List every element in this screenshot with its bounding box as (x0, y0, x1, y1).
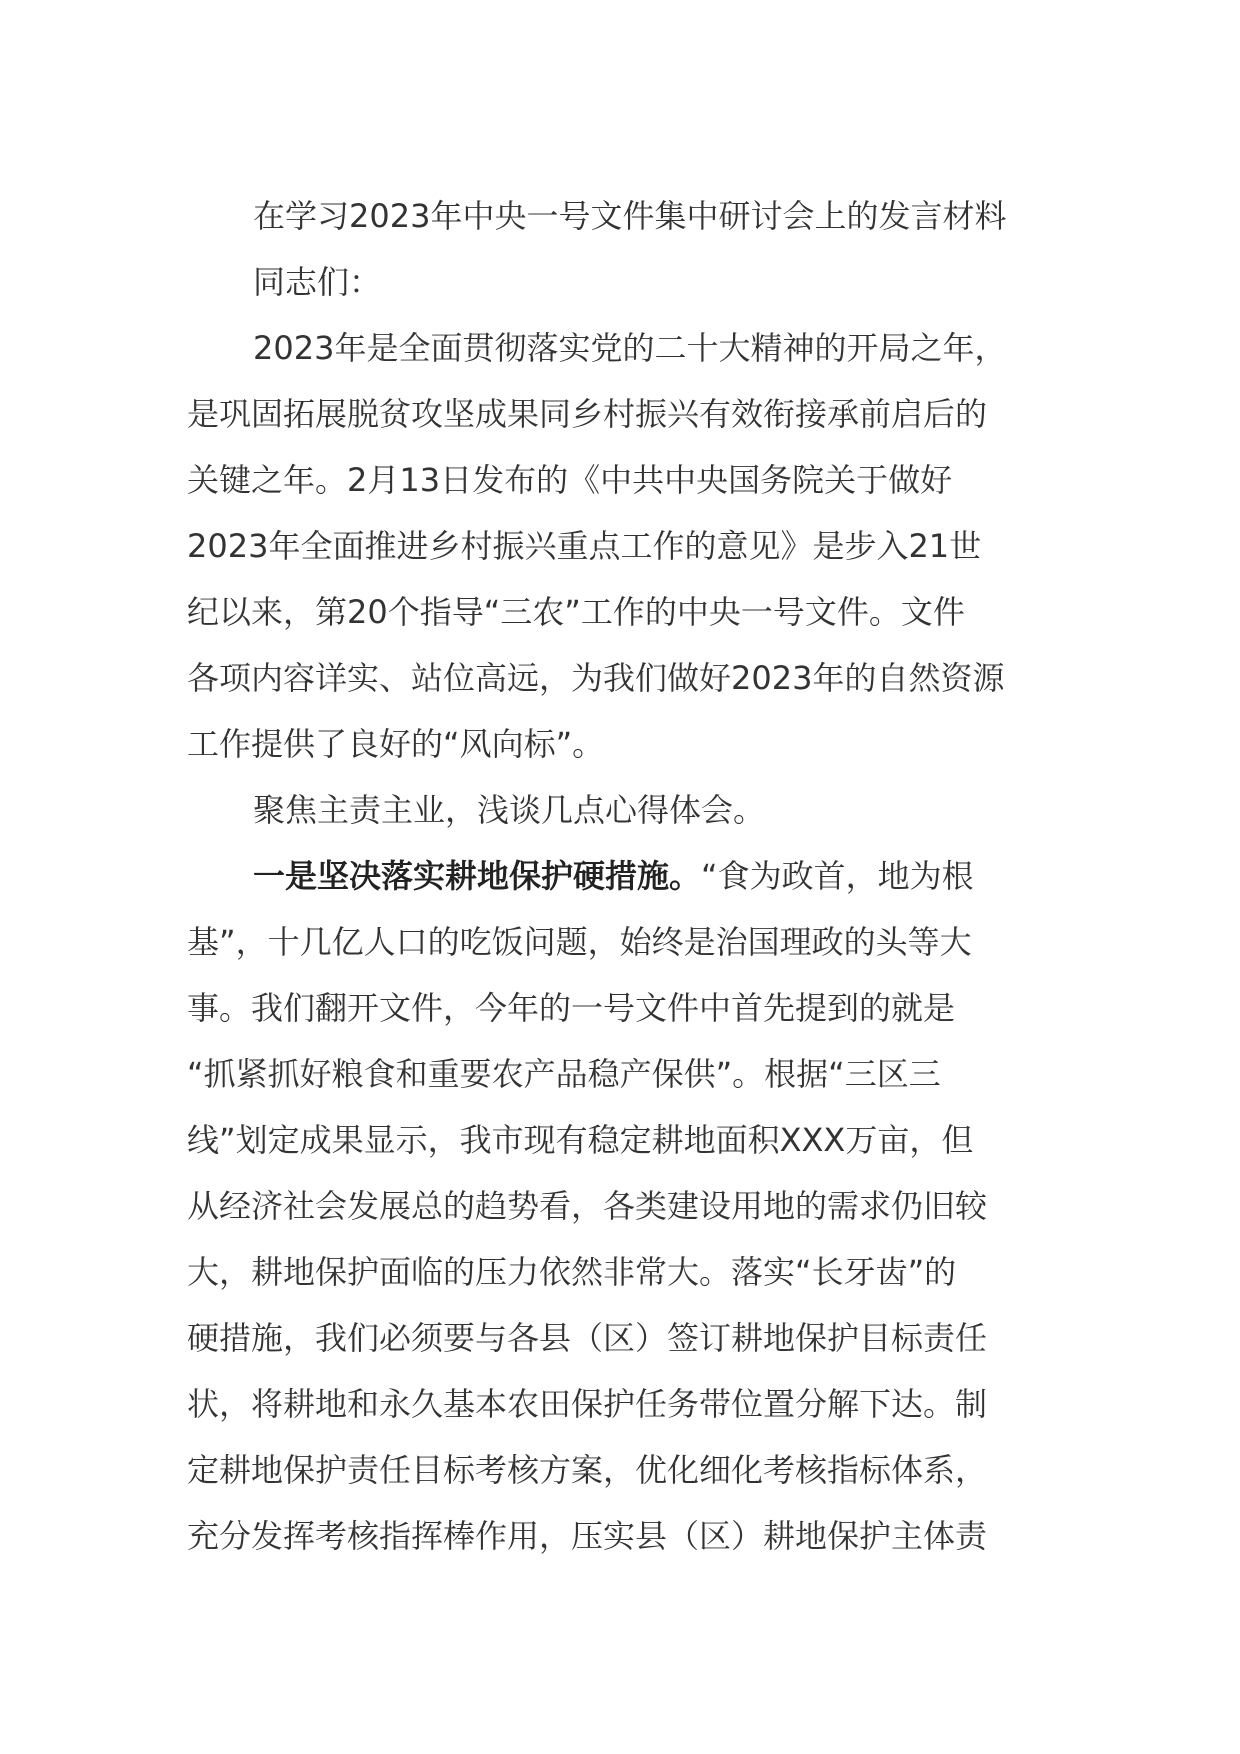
paragraph-line: 充分发挥考核指挥棒作用，压实县（区）耕地保护主体责 (187, 1517, 988, 1555)
paragraph-line: 事。我们翻开文件，今年的一号文件中首先提到的就是 (187, 989, 956, 1027)
document-title: 在学习2023年中央一号文件集中研讨会上的发言材料 (253, 197, 1007, 235)
paragraph-line: “抓紧抓好粮食和重要农产品稳产保供”。根据“三区三 (187, 1055, 941, 1093)
paragraph-line: 状，将耕地和永久基本农田保护任务带位置分解下达。制 (187, 1385, 988, 1423)
section-first-line-text: “食为政首，地为根 (701, 857, 974, 895)
paragraph-line: 2023年是全面贯彻落实党的二十大精神的开局之年， (253, 329, 1007, 367)
paragraph-line: 纪以来，第20个指导“三农”工作的中央一号文件。文件 (187, 593, 965, 631)
paragraph-line: 各项内容详实、站位高远，为我们做好2023年的自然资源 (187, 659, 1005, 697)
section-one-first-line (187, 843, 1057, 909)
paragraph-intro (187, 315, 1057, 777)
paragraph-line: 大，耕地保护面临的压力依然非常大。落实“长牙齿”的 (187, 1253, 957, 1291)
paragraph-line: 关键之年。2月13日发布的《中共中央国务院关于做好 (187, 461, 953, 499)
paragraph-line: 硬措施，我们必须要与各县（区）签订耕地保护目标责任 (187, 1319, 988, 1357)
section-one (187, 843, 1057, 1569)
paragraph-line: 工作提供了良好的“风向标”。 (187, 725, 605, 763)
paragraph-line: 线”划定成果显示，我市现有稳定耕地面积XXX万亩，但 (187, 1121, 974, 1159)
document-body (187, 183, 1057, 1569)
paragraph-line: 定耕地保护责任目标考核方案，优化细化考核指标体系， (187, 1451, 988, 1489)
paragraph-line: 基”，十几亿人口的吃饭问题，始终是治国理政的头等大 (187, 923, 972, 961)
section-heading: 一是坚决落实耕地保护硬措施。 (253, 857, 702, 895)
paragraph-focus: 聚焦主责主业，浅谈几点心得体会。 (253, 791, 766, 829)
paragraph-line: 从经济社会发展总的趋势看，各类建设用地的需求仍旧较 (187, 1187, 988, 1225)
paragraph-line: 是巩固拓展脱贫攻坚成果同乡村振兴有效衔接承前启后的 (187, 395, 988, 433)
paragraph-line: 2023年全面推进乡村振兴重点工作的意见》是步入21世 (187, 527, 982, 565)
salutation: 同志们： (253, 263, 382, 301)
